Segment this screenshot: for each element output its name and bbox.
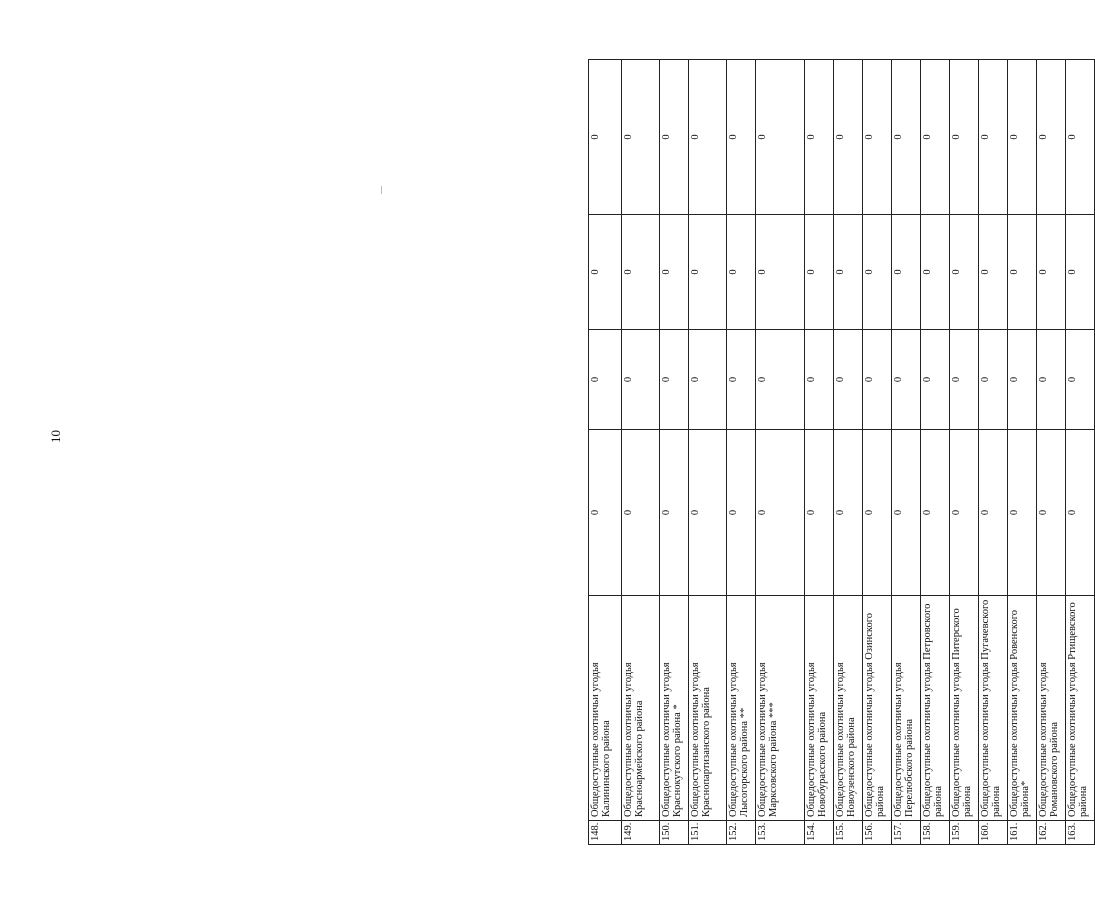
value-cell: 0 (921, 330, 950, 430)
value-cell: 0 (1008, 215, 1037, 330)
table-row (1037, 60, 1066, 845)
table-row (589, 60, 622, 845)
value-cell: 0 (979, 60, 1008, 215)
value-cell: 0 (1008, 60, 1037, 215)
value-cell: 0 (689, 330, 727, 430)
hunting-ground-name: Общедоступные охотничьи угодья Пугачевского района (979, 596, 1008, 821)
row-number: 161. (1008, 821, 1037, 845)
value-cell: 0 (622, 330, 660, 430)
row-number: 159. (950, 821, 979, 845)
value-cell: 0 (950, 60, 979, 215)
table-row (756, 60, 805, 845)
hunting-ground-name: Общедоступные охотничьи угодья Ровенского района* (1008, 596, 1037, 821)
value-cell: 0 (756, 430, 805, 596)
value-cell: 0 (892, 60, 921, 215)
value-cell: 0 (660, 60, 689, 215)
hunting-ground-name: Общедоступные охотничьи угодья Лысогорского района ** (727, 596, 756, 821)
value-cell: 0 (622, 430, 660, 596)
value-cell: 0 (921, 215, 950, 330)
value-cell: 0 (892, 330, 921, 430)
hunting-grounds-table (588, 59, 1095, 845)
value-cell: 0 (834, 60, 863, 215)
value-cell: 0 (892, 215, 921, 330)
table-row (1066, 60, 1095, 845)
hunting-ground-name: Общедоступные охотничьи угодья Перелюбского района (892, 596, 921, 821)
value-cell: 0 (727, 60, 756, 215)
row-number: 153. (756, 821, 805, 845)
row-number: 156. (863, 821, 892, 845)
row-number: 155. (834, 821, 863, 845)
value-cell: 0 (756, 60, 805, 215)
value-cell: 0 (660, 430, 689, 596)
value-cell: 0 (689, 430, 727, 596)
hunting-ground-name: Общедоступные охотничьи угодья Марксовского района *** (756, 596, 805, 821)
value-cell: 0 (1037, 430, 1066, 596)
value-cell: 0 (979, 330, 1008, 430)
row-number: 157. (892, 821, 921, 845)
value-cell: 0 (950, 330, 979, 430)
value-cell: 0 (863, 60, 892, 215)
value-cell: 0 (727, 330, 756, 430)
value-cell: 0 (756, 330, 805, 430)
row-number: 154. (805, 821, 834, 845)
value-cell: 0 (1037, 215, 1066, 330)
table-row (863, 60, 892, 845)
value-cell: 0 (921, 60, 950, 215)
scan-speck (381, 186, 382, 194)
value-cell: 0 (1037, 330, 1066, 430)
value-cell: 0 (892, 430, 921, 596)
hunting-ground-name: Общедоступные охотничьи угодья Романовского района (1037, 596, 1066, 821)
value-cell: 0 (727, 430, 756, 596)
value-cell: 0 (1008, 430, 1037, 596)
row-number: 158. (921, 821, 950, 845)
table-row (805, 60, 834, 845)
value-cell: 0 (1008, 330, 1037, 430)
row-number: 152. (727, 821, 756, 845)
value-cell: 0 (950, 215, 979, 330)
value-cell: 0 (805, 60, 834, 215)
value-cell: 0 (805, 330, 834, 430)
value-cell: 0 (1037, 60, 1066, 215)
hunting-ground-name: Общедоступные охотничьи угодья Питерского района (950, 596, 979, 821)
value-cell: 0 (863, 430, 892, 596)
table-row (892, 60, 921, 845)
value-cell: 0 (660, 215, 689, 330)
table-row (834, 60, 863, 845)
row-number: 163. (1066, 821, 1095, 845)
value-cell: 0 (589, 330, 622, 430)
value-cell: 0 (689, 215, 727, 330)
value-cell: 0 (834, 215, 863, 330)
table-row (1008, 60, 1037, 845)
value-cell: 0 (979, 215, 1008, 330)
value-cell: 0 (1066, 330, 1095, 430)
table-row (689, 60, 727, 845)
value-cell: 0 (921, 430, 950, 596)
value-cell: 0 (589, 215, 622, 330)
row-number: 151. (689, 821, 727, 845)
value-cell: 0 (589, 60, 622, 215)
value-cell: 0 (622, 60, 660, 215)
value-cell: 0 (805, 215, 834, 330)
value-cell: 0 (689, 60, 727, 215)
value-cell: 0 (979, 430, 1008, 596)
value-cell: 0 (805, 430, 834, 596)
row-number: 162. (1037, 821, 1066, 845)
table-row (727, 60, 756, 845)
value-cell: 0 (589, 430, 622, 596)
table-row (950, 60, 979, 845)
hunting-ground-name: Общедоступные охотничьи угодья Новобурасского района (805, 596, 834, 821)
hunting-ground-name: Общедоступные охотничьи угодья Озинского района (863, 596, 892, 821)
value-cell: 0 (622, 215, 660, 330)
value-cell: 0 (834, 330, 863, 430)
table-row (921, 60, 950, 845)
page-number: 10 (48, 430, 63, 443)
value-cell: 0 (1066, 430, 1095, 596)
table-row (622, 60, 660, 845)
value-cell: 0 (834, 430, 863, 596)
value-cell: 0 (950, 430, 979, 596)
value-cell: 0 (660, 330, 689, 430)
row-number: 148. (589, 821, 622, 845)
table-body (589, 60, 1095, 845)
value-cell: 0 (727, 215, 756, 330)
hunting-ground-name: Общедоступные охотничьи угодья Калининского района (589, 596, 622, 821)
table-row (979, 60, 1008, 845)
value-cell: 0 (863, 330, 892, 430)
hunting-ground-name: Общедоступные охотничьи угодья Красноармейского района (622, 596, 660, 821)
value-cell: 0 (863, 215, 892, 330)
row-number: 149. (622, 821, 660, 845)
hunting-grounds-table-rotated (588, 60, 1088, 845)
hunting-ground-name: Общедоступные охотничьи угодья Ртищевского района (1066, 596, 1095, 821)
value-cell: 0 (756, 215, 805, 330)
hunting-ground-name: Общедоступные охотничьи угодья Новоузенского района (834, 596, 863, 821)
hunting-ground-name: Общедоступные охотничьи угодья Краснокутского района * (660, 596, 689, 821)
hunting-ground-name: Общедоступные охотничьи угодья Петровского района (921, 596, 950, 821)
value-cell: 0 (1066, 215, 1095, 330)
value-cell: 0 (1066, 60, 1095, 215)
row-number: 150. (660, 821, 689, 845)
table-row (660, 60, 689, 845)
hunting-ground-name: Общедоступные охотничьи угодья Краснопартизанского района (689, 596, 727, 821)
row-number: 160. (979, 821, 1008, 845)
